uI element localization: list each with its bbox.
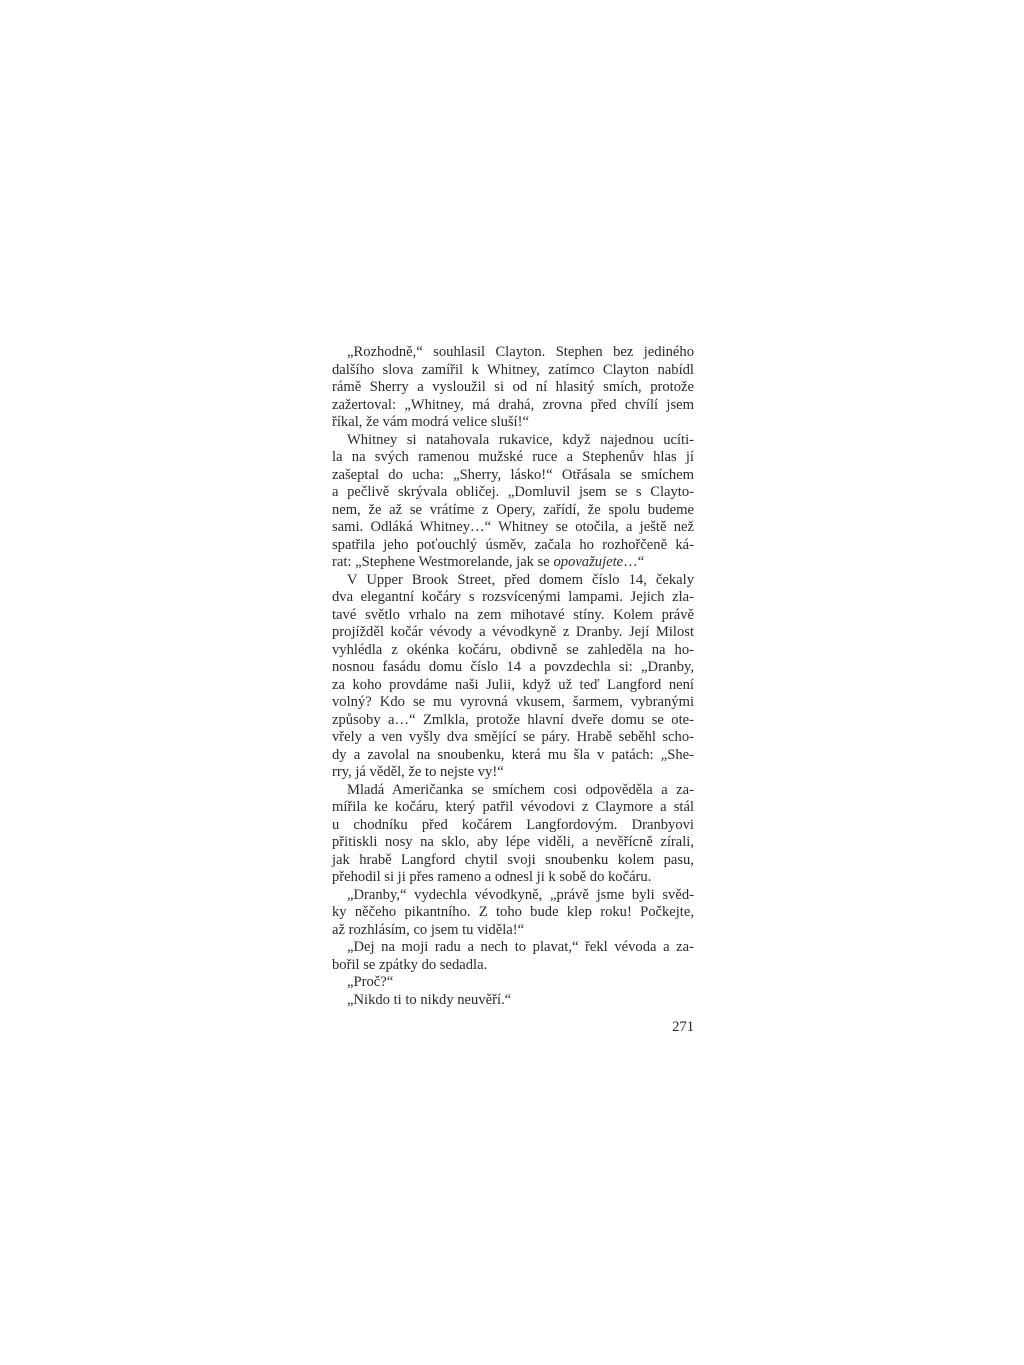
text-line: nosnou fasádu domu číslo 14 a povzdechla si: „Dranby, xyxy=(332,659,694,675)
text-line: u chodníku před kočárem Langfordovým. Dranbyovi xyxy=(332,816,694,833)
text-line: zažertoval: „Whitney, má drahá, zrovna před chvílí jsem xyxy=(332,396,694,413)
text-line: vyhlédla z okénka kočáru, obdivně se zahleděla na ho- xyxy=(332,641,694,658)
paragraph-1 xyxy=(332,344,694,432)
text-line: způsoby a…“ Zmlkla, protože hlavní dveře domu se ote- xyxy=(332,711,694,728)
text-line: projížděl kočár vévody a vévodkyně z Dranby. Její Milost xyxy=(332,624,694,640)
text-line: bořil se zpátky do sedadla. xyxy=(332,956,488,973)
text-line: V Upper Brook Street, před domem číslo 14, čekaly xyxy=(347,571,694,588)
text-line: „Proč?“ xyxy=(347,974,394,990)
text-line: vřely a ven vyšly dva smějící se páry. Hrabě seběhl scho- xyxy=(332,729,694,745)
text-line: spatřila jeho poťouchlý úsměv, začala ho rozhořčeně ká- xyxy=(332,536,694,553)
text-line: dy a zavolal na snoubenku, která mu šla v patách: „She- xyxy=(332,746,694,763)
paragraph-3 xyxy=(332,572,694,782)
paragraph-8 xyxy=(332,992,694,1010)
paragraph-2 xyxy=(332,432,694,572)
paragraph-7 xyxy=(332,974,694,992)
body-text xyxy=(332,344,694,1009)
paragraph-5 xyxy=(332,887,694,940)
text-run: rat: „Stephene Westmorelande, jak se xyxy=(332,554,554,570)
text-line: dva elegantní kočáry s rozsvícenými lampami. Jejich zla- xyxy=(332,589,694,605)
text-line: přitiskli nosy na sklo, aby lépe viděli, a nevěřícně zírali, xyxy=(332,834,694,850)
text-line: mířila ke kočáru, který patřil vévodovi z Claymore a stál xyxy=(332,799,694,815)
paragraph-6 xyxy=(332,939,694,974)
text-line: tavé světlo vrhalo na zem mihotavé stíny. Kolem právě xyxy=(332,606,694,623)
text-run: …“ xyxy=(623,554,645,570)
text-line: ky něčeho pikantního. Z toho bude klep roku! Počkejte, xyxy=(332,904,694,920)
text-line: rry, já věděl, že to nejste vy!“ xyxy=(332,764,504,780)
text-line: „Dranby,“ vydechla vévodkyně, „právě jsme byli svěd- xyxy=(347,886,694,903)
text-line: „Rozhodně,“ souhlasil Clayton. Stephen bez jediného xyxy=(347,344,694,360)
text-line: říkal, že vám modrá velice sluší!“ xyxy=(332,414,529,430)
text-line: a pečlivě skrývala obličej. „Domluvil jsem se s Clayto- xyxy=(332,484,694,500)
text-line: „Nikdo ti to nikdy neuvěří.“ xyxy=(347,991,512,1008)
paragraph-4 xyxy=(332,782,694,887)
text-line xyxy=(332,554,694,572)
italic-text-run: opovažujete xyxy=(553,554,624,570)
text-line: za koho provdáme naši Julii, když už teď Langford není xyxy=(332,676,694,693)
text-line: „Dej na moji radu a nech to plavat,“ řekl vévoda a za- xyxy=(347,939,694,955)
page-number: 271 xyxy=(672,1019,694,1035)
text-line: la na svých ramenou mužské ruce a Stephenův hlas jí xyxy=(332,449,694,465)
text-line: až rozhlásím, co jsem tu viděla!“ xyxy=(332,921,525,938)
text-line: nem, že až se vrátíme z Opery, zařídí, že spolu budeme xyxy=(332,501,694,518)
text-line: volný? Kdo se mu vyrovná vkusem, šarmem, vybranými xyxy=(332,694,694,710)
text-line: sami. Odláká Whitney…“ Whitney se otočila, a ještě než xyxy=(332,519,694,535)
text-line: zašeptal do ucha: „Sherry, lásko!“ Otřásala se smíchem xyxy=(332,466,694,483)
text-line: Mladá Američanka se smíchem cosi odpověděla a za- xyxy=(347,781,694,798)
text-line: dalšího slova zamířil k Whitney, zatímco Clayton nabídl xyxy=(332,361,694,378)
text-line: rámě Sherry a vysloužil si od ní hlasitý smích, protože xyxy=(332,379,694,395)
text-line: jak hrabě Langford chytil svoji snoubenku kolem pasu, xyxy=(332,851,694,868)
text-line: Whitney si natahovala rukavice, když najednou ucíti- xyxy=(347,431,694,448)
text-line: přehodil si ji přes rameno a odnesl ji k sobě do kočáru. xyxy=(332,869,652,885)
